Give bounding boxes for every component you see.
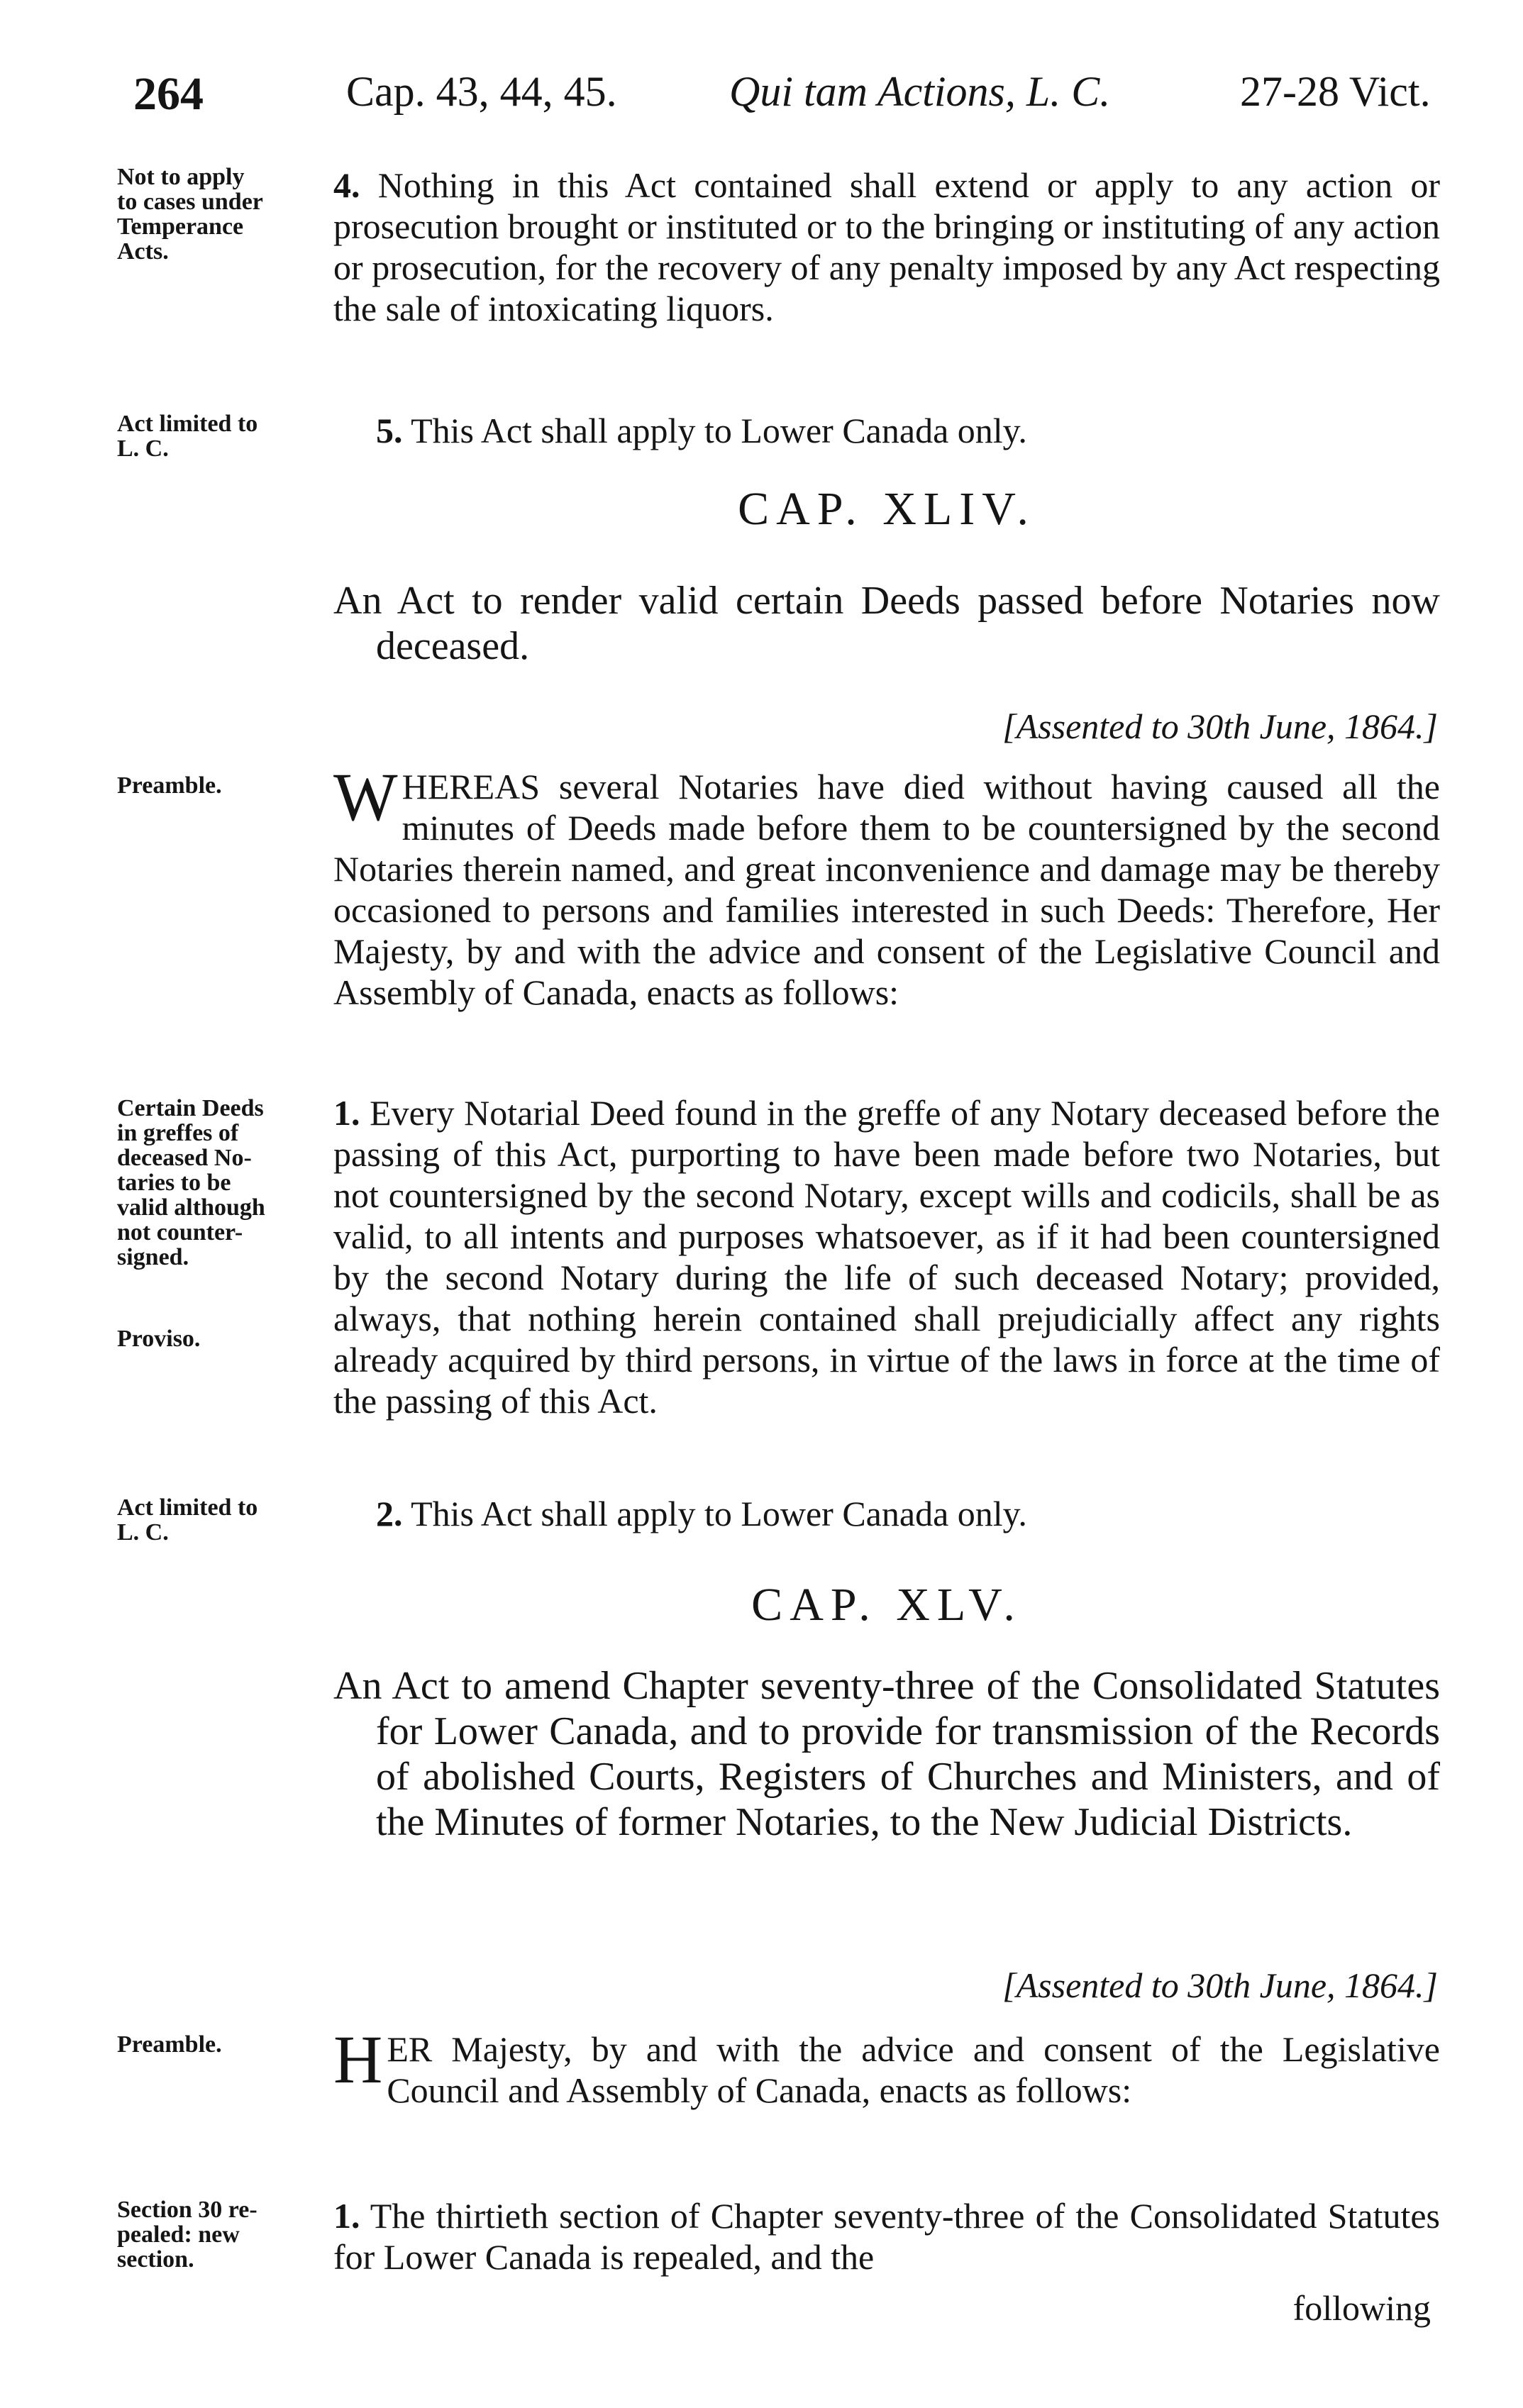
- margin-note-proviso: Proviso.: [117, 1326, 201, 1352]
- chapter-range: Cap. 43, 44, 45.: [346, 68, 617, 115]
- running-head: [133, 67, 1453, 131]
- running-title: Qui tam Actions, L. C.: [729, 68, 1111, 115]
- catchword: following: [1292, 2288, 1431, 2328]
- section-5-paragraph: [333, 410, 1440, 451]
- margin-note-act-limited: Act limited to L. C.: [117, 411, 258, 462]
- section-number: 4.: [333, 165, 360, 205]
- section-text: Nothing in this Act contained shall extend or apply to any action or prosecution brought or instituted or to the bringing or instituting of any action or prosecution, for the recovery of any penalty imposed by any Act respecting the sale of intoxicating liquors.: [333, 165, 1441, 328]
- margin-note-certain-deeds: Certain Deeds in greffes of deceased No- taries to be valid although not counter- signed.: [117, 1095, 265, 1270]
- preamble-text: ER Majesty, by and with the advice and consent of the Legislative Council and Assembly of Canada, enacts as follows:: [387, 2029, 1440, 2110]
- assent-date-44: [Assented to 30th June, 1864.]: [1002, 706, 1438, 746]
- section-1-paragraph-45: [333, 2195, 1440, 2277]
- section-number: 1.: [333, 2196, 360, 2236]
- section-2-paragraph-44: [333, 1493, 1440, 1534]
- section-number: 5.: [376, 411, 403, 450]
- section-1-paragraph-44: [333, 1092, 1440, 1421]
- preamble-45: [333, 2021, 1440, 2111]
- margin-note-preamble: Preamble.: [117, 772, 222, 799]
- section-number: 1.: [333, 1093, 360, 1133]
- section-text: Every Notarial Deed found in the greffe of any Notary deceased before the passing of this Act, purporting to have been made before two Notaries, but not countersigned by the second Notary, except wills and codicils, shall be as valid, to all intents and purposes whatsoever, as if it had been countersigned by the second Notary during the life of such deceased Notary; provided, always, that nothing herein contained shall prejudicially affect any rights already acquired by third persons, in virtue of the laws in force at the time of the passing of this Act.: [333, 1093, 1440, 1421]
- title-text: An Act to render valid certain Deeds passed before Notaries now deceased.: [333, 579, 1440, 668]
- section-number: 2.: [376, 1494, 403, 1533]
- title-text: An Act to amend Chapter seventy-three of the Consolidated Statutes for Lower Canada, and to provide for transmission of the Records of abolished Courts, Registers of Churches and Ministers, and of the Minutes of former Notaries, to the New Judicial Districts.: [333, 1664, 1440, 1844]
- preamble-text: HEREAS several Notaries have died without having caused all the minutes of Deeds made before them to be countersigned by the second Notaries therein named, and great inconvenience and damage may be thereby occasioned to persons and families interested in such Deeds: Therefore, Her Majesty, by and with the advice and consent of the Legislative Council and Assembly of Canada, enacts as follows:: [333, 767, 1440, 1012]
- page-number: 264: [133, 68, 204, 120]
- preamble-44: [333, 759, 1440, 1013]
- margin-note-temperance: Not to apply to cases under Temperance Acts.: [117, 164, 263, 265]
- chapter-title-45: [333, 1663, 1440, 1845]
- drop-cap: W: [333, 759, 398, 835]
- assent-date-45: [Assented to 30th June, 1864.]: [1002, 1965, 1438, 2005]
- section-4-paragraph: [333, 165, 1440, 329]
- drop-cap: H: [333, 2021, 383, 2097]
- margin-note-act-limited-44: Act limited to L. C.: [117, 1494, 258, 1546]
- chapter-heading-44: CAP. XLIV.: [738, 483, 1036, 535]
- section-text: The thirtieth section of Chapter seventy-three of the Consolidated Statutes for Lower Canada is repealed, and the: [333, 2196, 1440, 2277]
- chapter-title-44: [333, 578, 1440, 669]
- margin-note-section-30: Section 30 re- pealed: new section.: [117, 2197, 257, 2273]
- section-text: This Act shall apply to Lower Canada only.: [411, 1494, 1027, 1533]
- regnal-year: 27-28 Vict.: [1240, 68, 1431, 115]
- section-text: This Act shall apply to Lower Canada only.: [411, 411, 1027, 450]
- chapter-heading-45: CAP. XLV.: [751, 1579, 1022, 1631]
- margin-note-preamble-45: Preamble.: [117, 2031, 222, 2058]
